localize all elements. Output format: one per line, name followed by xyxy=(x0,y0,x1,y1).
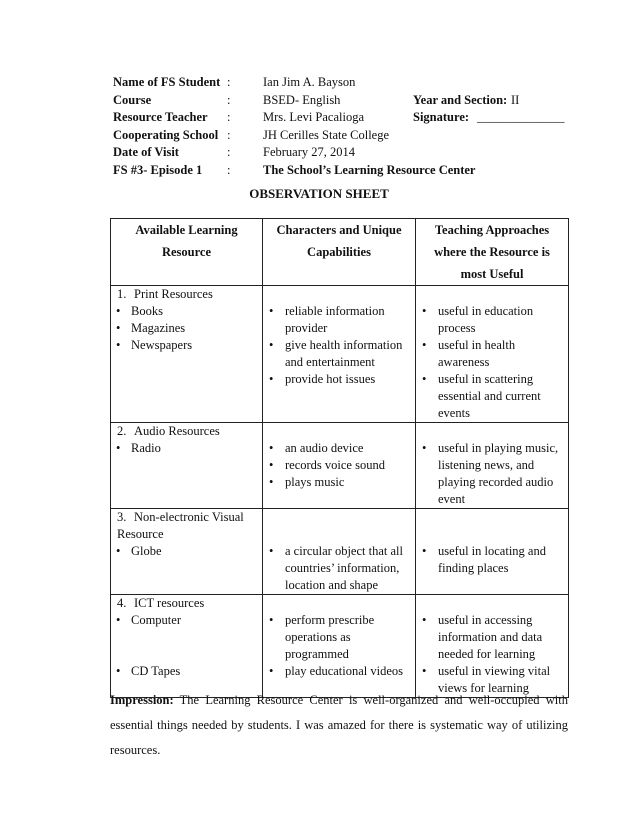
list-item: • useful in scattering essential and current events xyxy=(416,371,568,422)
resource-cell xyxy=(111,509,263,595)
year-section-label: Year and Section: xyxy=(413,92,508,107)
info-colon: : xyxy=(227,127,231,142)
list-item: • useful in health awareness xyxy=(416,337,568,371)
table-row xyxy=(111,286,569,423)
info-label: Course xyxy=(113,92,152,107)
header-teaching-approaches xyxy=(416,219,569,286)
list-item: • reliable information provider xyxy=(263,303,415,337)
characters-list xyxy=(263,612,415,680)
category-number: 3. xyxy=(117,510,127,524)
list-item: • a circular object that all countries’ information, location and shape xyxy=(263,543,415,594)
approaches-cell xyxy=(416,423,569,509)
info-colon: : xyxy=(227,145,231,159)
resource-cell xyxy=(111,423,263,509)
info-value: Ian Jim A. Bayson xyxy=(263,75,356,89)
characters-list xyxy=(263,543,415,594)
category-number: 4. xyxy=(117,596,127,610)
characters-cell xyxy=(263,423,416,509)
list-item: • CD Tapes xyxy=(111,663,262,680)
list-item: • Globe xyxy=(111,543,262,560)
category-title: ICT resources xyxy=(134,596,205,610)
approaches-list xyxy=(416,440,568,508)
list-item: • perform prescribe operations as programmed xyxy=(263,612,415,663)
impression-paragraph xyxy=(110,688,568,763)
signature-line: ______________ xyxy=(477,110,565,124)
characters-list xyxy=(263,440,415,491)
info-label: Date of Visit xyxy=(113,145,179,159)
category-heading xyxy=(111,423,262,440)
list-item: • useful in locating and finding places xyxy=(416,543,568,577)
header-text-line: most Useful xyxy=(460,267,524,281)
signature-label: Signature: xyxy=(413,110,470,124)
category-number: 1. xyxy=(117,287,127,301)
table-row xyxy=(111,509,569,595)
table-header-row xyxy=(111,219,569,286)
sheet-title: OBSERVATION SHEET xyxy=(249,186,389,201)
info-row-student xyxy=(113,74,573,92)
info-label: FS #3- Episode 1 xyxy=(113,162,203,177)
resource-list xyxy=(111,612,262,680)
list-item: • play educational videos xyxy=(263,663,415,680)
category-heading xyxy=(111,595,262,612)
category-heading xyxy=(111,286,262,303)
category-heading xyxy=(111,509,262,543)
year-section-value: II xyxy=(511,92,520,107)
info-value: JH Cerilles State College xyxy=(263,127,390,142)
list-item: • give health information and entertainment xyxy=(263,337,415,371)
characters-cell xyxy=(263,595,416,698)
header-available-resource xyxy=(111,219,263,286)
list-item: • Computer xyxy=(111,612,262,629)
category-title: Audio Resources xyxy=(134,424,220,438)
resource-cell xyxy=(111,595,263,698)
approaches-list xyxy=(416,303,568,422)
info-colon: : xyxy=(227,162,231,177)
header-text-line: Resource xyxy=(161,245,212,259)
table-row xyxy=(111,423,569,509)
info-row-course xyxy=(113,92,573,110)
list-item: • useful in accessing information and data needed for learning xyxy=(416,612,568,663)
approaches-list xyxy=(416,543,568,577)
list-item: • provide hot issues xyxy=(263,371,415,388)
info-value: Mrs. Levi Pacalioga xyxy=(263,110,365,124)
category-title: Non-electronic Visual Resource xyxy=(117,510,244,541)
header-characters xyxy=(263,219,416,286)
list-item: • Books xyxy=(111,303,262,320)
list-item: • records voice sound xyxy=(263,457,415,474)
resource-list xyxy=(111,440,262,457)
resource-list xyxy=(111,543,262,560)
info-label: Resource Teacher xyxy=(113,110,208,124)
list-item: • useful in education process xyxy=(416,303,568,337)
header-text-line: Capabilities xyxy=(307,245,371,259)
info-row-date xyxy=(113,144,573,162)
info-colon: : xyxy=(227,75,231,89)
characters-list xyxy=(263,303,415,388)
category-title: Print Resources xyxy=(134,287,213,301)
approaches-cell xyxy=(416,595,569,698)
observation-table xyxy=(110,218,569,698)
list-item: • Radio xyxy=(111,440,262,457)
approaches-cell xyxy=(416,509,569,595)
info-value: BSED- English xyxy=(263,92,341,107)
approaches-cell xyxy=(416,286,569,423)
info-row-episode xyxy=(113,162,573,180)
category-number: 2. xyxy=(117,424,127,438)
list-item: • plays music xyxy=(263,474,415,491)
info-value: February 27, 2014 xyxy=(263,145,355,159)
characters-cell xyxy=(263,509,416,595)
info-value: The School’s Learning Resource Center xyxy=(263,162,476,177)
resource-cell xyxy=(111,286,263,423)
info-label: Name of FS Student xyxy=(113,75,221,89)
list-item: • useful in viewing vital views for learning xyxy=(416,663,568,697)
list-item: • an audio device xyxy=(263,440,415,457)
approaches-list xyxy=(416,612,568,697)
impression-text: The Learning Resource Center is well-organized and well-occupied with essential things needed by students. I was amazed for there is systematic way of utilizing resources. xyxy=(110,693,568,757)
list-item: • Newspapers xyxy=(111,337,262,354)
info-colon: : xyxy=(227,92,231,107)
resource-list xyxy=(111,303,262,354)
list-item: • useful in playing music, listening news, and playing recorded audio event xyxy=(416,440,568,508)
header-text-line: Teaching Approaches xyxy=(434,223,550,237)
list-item: • Magazines xyxy=(111,320,262,337)
info-row-school xyxy=(113,127,573,145)
info-label: Cooperating School xyxy=(113,127,219,142)
info-row-teacher xyxy=(113,109,573,127)
info-colon: : xyxy=(227,110,231,124)
header-text-line: Characters and Unique xyxy=(276,223,402,237)
header-text-line: Available Learning xyxy=(135,223,238,237)
student-info-block xyxy=(113,74,573,179)
impression-label: Impression: xyxy=(110,693,174,707)
header-text-line: where the Resource is xyxy=(434,245,550,259)
table-row xyxy=(111,595,569,698)
characters-cell xyxy=(263,286,416,423)
